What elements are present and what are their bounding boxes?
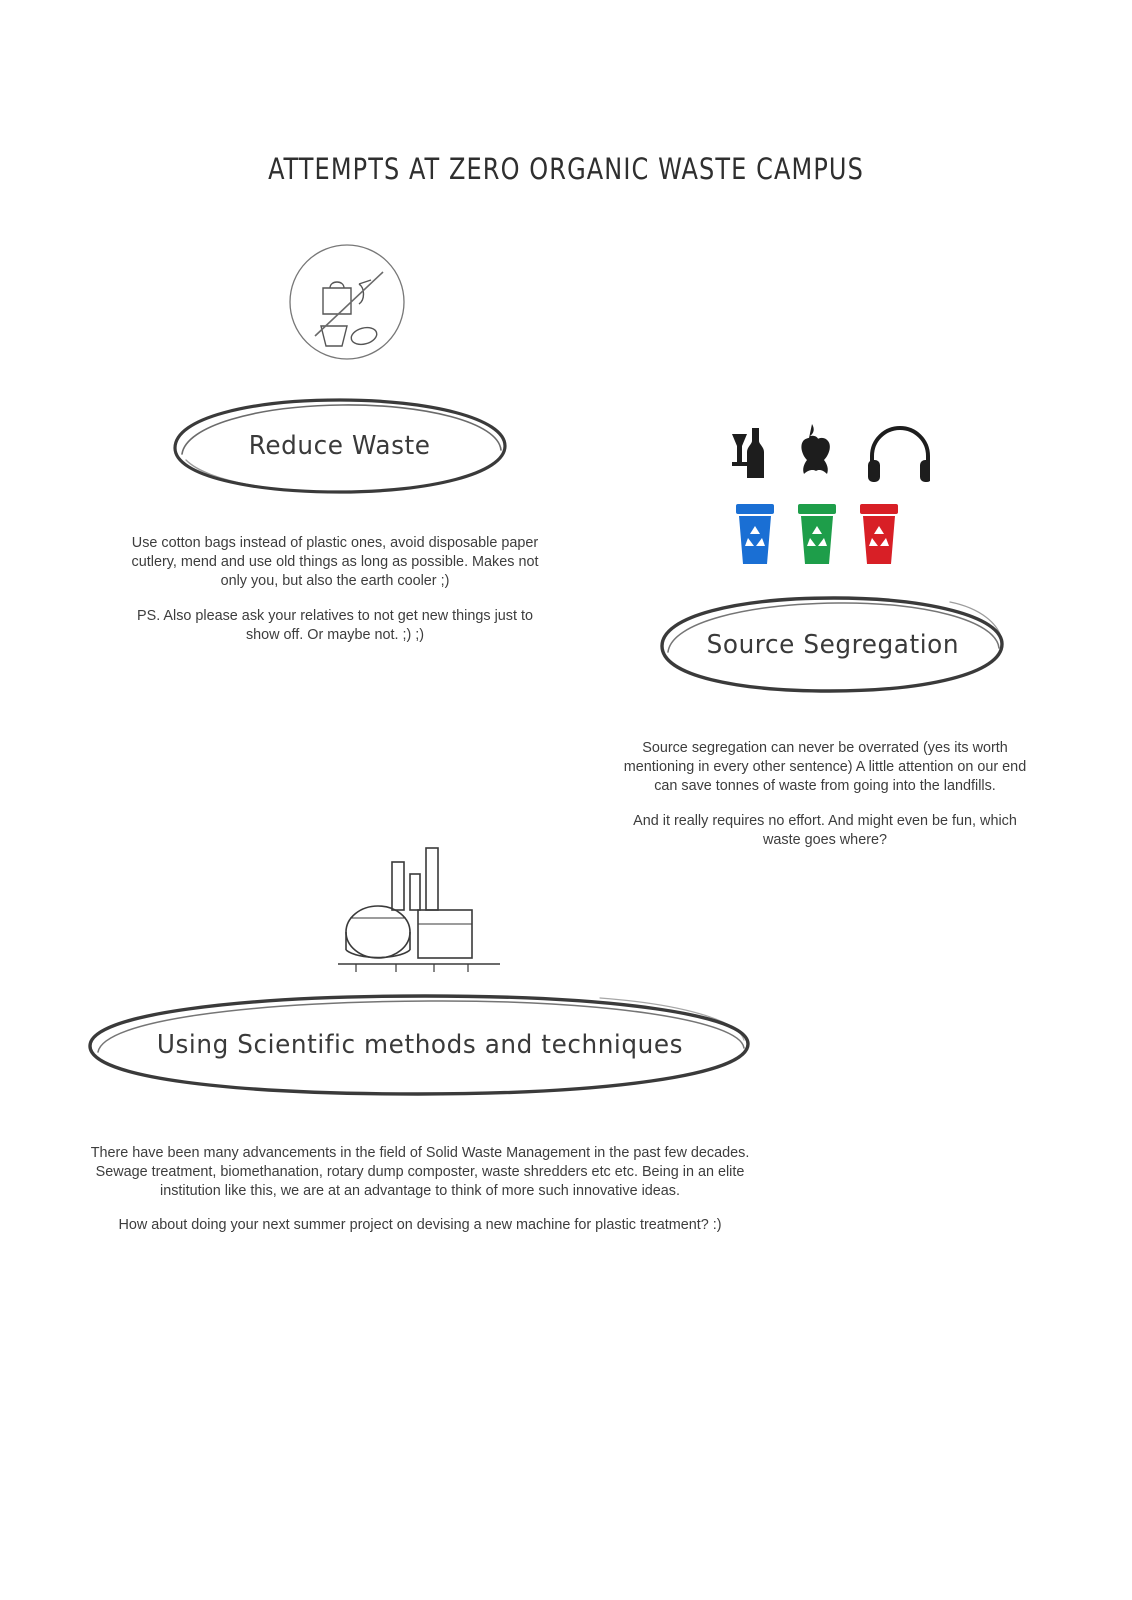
bubble-reduce-waste: [160, 392, 520, 500]
segregation-bins-icon: [730, 420, 930, 580]
bubble-label: Using Scientific methods and techniques: [156, 1030, 684, 1060]
no-plastic-bag-icon: [285, 240, 410, 365]
bubble-label: Reduce Waste: [249, 431, 431, 461]
scientific-methods-text-block: [70, 1130, 770, 1249]
paragraph: PS. Also please ask your relatives to not get new things just to show off. Or maybe not. ;) ;): [137, 608, 533, 644]
reduce-waste-text-block: [120, 520, 550, 660]
paragraph: Use cotton bags instead of plastic ones, avoid disposable paper cutlery, mend and use old things as long as possible. Makes not only you, but also the earth cooler ;): [131, 535, 539, 590]
source-segregation-text-block: [620, 725, 1030, 865]
bubble-source-segregation: [650, 592, 1015, 697]
paragraph: Source segregation can never be overrated (yes its worth mentioning in every other sentence) A little attention on our end can save tonnes of waste from going into the landfills.: [623, 740, 1027, 795]
industrial-plant-icon: [330, 840, 510, 980]
bubble-label: Source Segregation: [706, 629, 959, 660]
paragraph: There have been many advancements in the field of Solid Waste Management in the past few decades. Sewage treatment, biomethanation, rotary dump composter, waste shredders etc etc. Being in an elite institution like this, we are at an advantage to think of more such innovative ideas.: [90, 1145, 750, 1200]
page-title: ATTEMPTS AT ZERO ORGANIC WASTE CAMPUS: [268, 152, 864, 186]
paragraph: How about doing your next summer project on devising a new machine for plastic treatment? :): [118, 1216, 722, 1233]
bubble-scientific-methods: [80, 990, 760, 1100]
paragraph: And it really requires no effort. And might even be fun, which waste goes where?: [633, 813, 1017, 849]
